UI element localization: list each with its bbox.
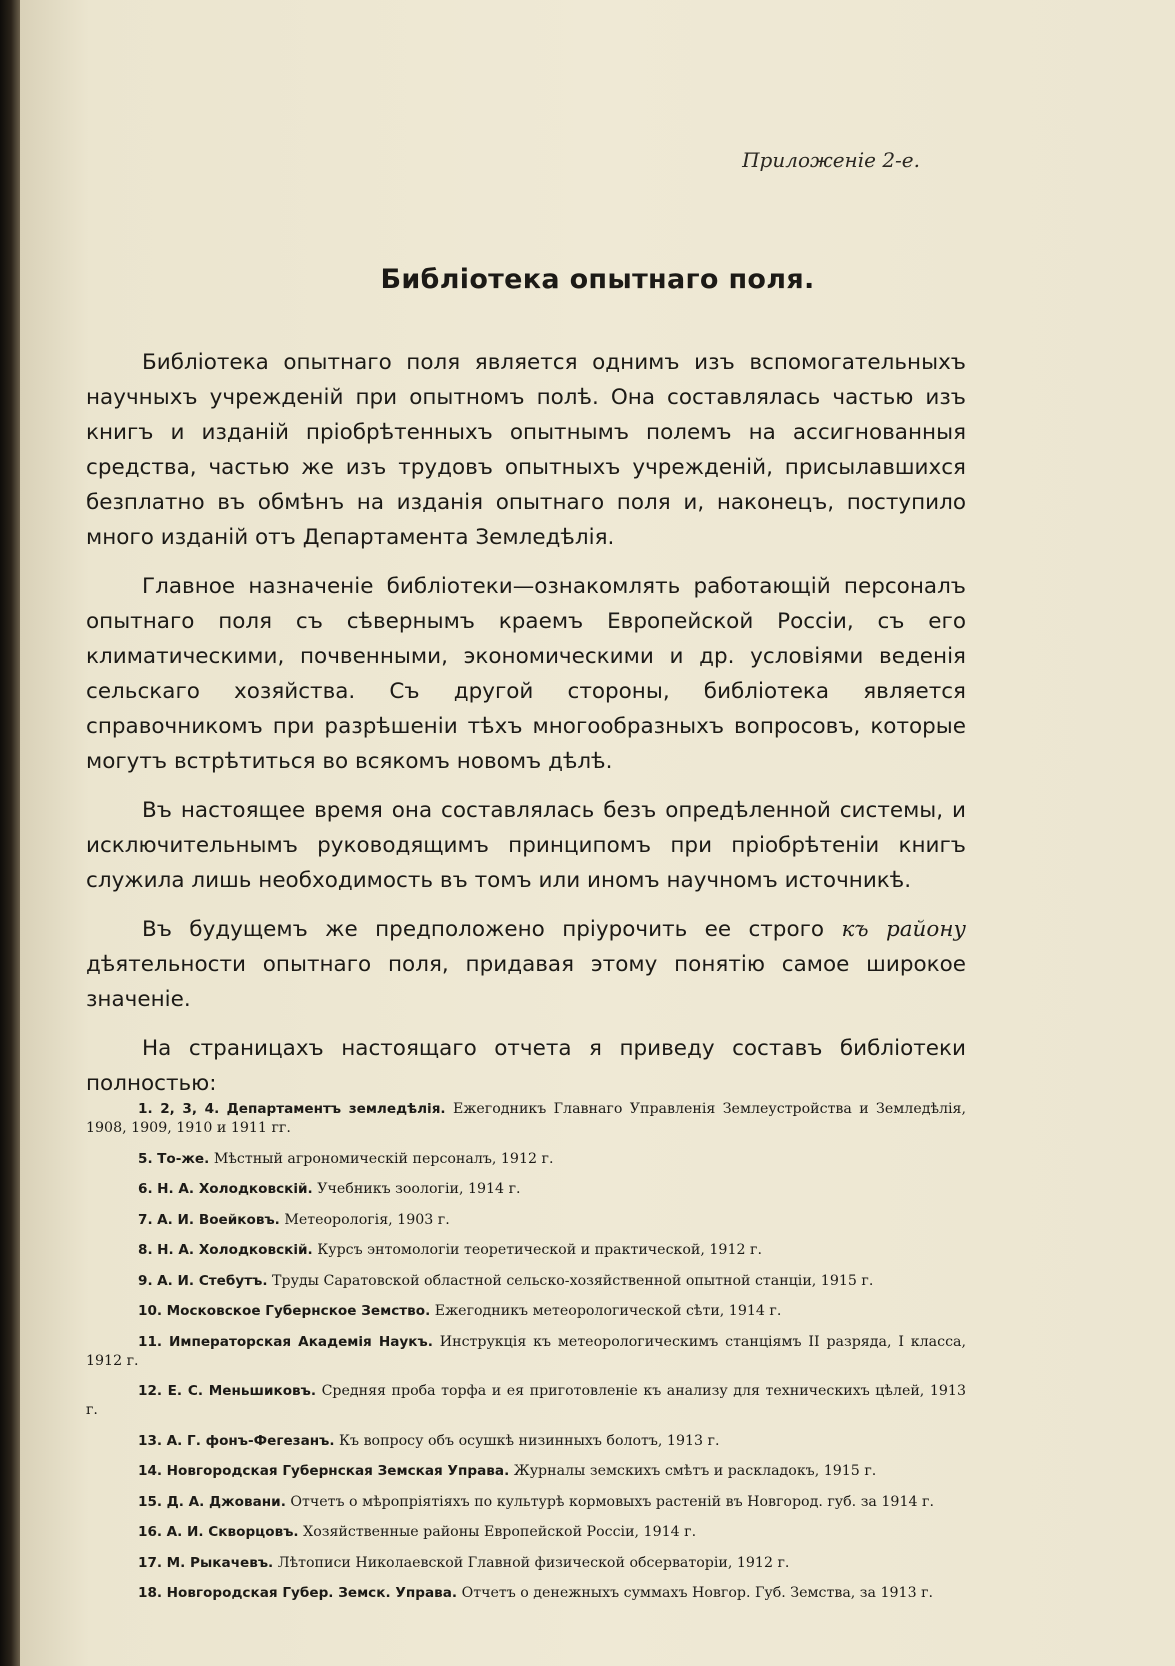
reference-number: 9. [138,1272,153,1289]
reference-item [86,1554,966,1573]
paragraph-1: Библiотека опытнаго поля является однимъ изъ вспомогательныхъ научныхъ учрежденiй при опытномъ полѣ. Она составлялась частью изъ книгъ и изданiй прiобрѣтенныхъ опытнымъ полемъ на ассигнованныя средства, частью же изъ трудовъ опытныхъ учрежденiй, присылавшихся безплатно въ обмѣнъ на изданiя опытнаго поля и, наконецъ, поступило много изданiй отъ Департамента Земледѣлiя. [86,350,966,550]
reference-author: А. И. Стебутъ. [157,1272,268,1289]
reference-number: 11. [138,1333,163,1350]
paragraph-4-emphasis: къ району [841,917,966,942]
reference-number: 15. [138,1493,163,1510]
appendix-label: Приложенiе 2-е. [742,148,920,172]
reference-number: 8. [138,1242,153,1258]
book-spine-shadow [0,0,20,1666]
reference-number: 10. [138,1303,163,1319]
reference-item [86,1180,966,1199]
reference-item [86,1382,966,1420]
reference-text: Отчетъ о денежныхъ суммахъ Новгор. Губ. Земства, за 1913 г. [461,1585,934,1601]
reference-item [86,1584,966,1603]
reference-number: 7. [138,1211,153,1228]
reference-author: Д. А. Джовани. [166,1493,286,1510]
reference-list [86,1100,966,1615]
paragraph-3: Въ настоящее время она составлялась безъ опредѣленной системы, и исключительнымъ руководящимъ принципомъ при прiобрѣтенiи книгъ служила лишь необходимость въ томъ или иномъ научномъ источникѣ. [86,798,966,893]
reference-number: 13. [138,1432,163,1449]
reference-number: 17. [138,1554,163,1571]
body-text [86,345,966,1115]
reference-item [86,1150,966,1169]
reference-text: Къ вопросу объ осушкѣ низинныхъ болотъ, 1913 г. [339,1432,720,1449]
reference-author: А. И. Скворцовъ. [166,1524,299,1540]
reference-author: Новгородская Губер. Земск. Управа. [166,1585,458,1601]
reference-author: Н. А. Холодковскiй. [157,1242,313,1258]
reference-item [86,1333,966,1371]
reference-author: Новгородская Губернская Земская Управа. [166,1463,510,1479]
reference-item [86,1100,966,1138]
reference-author: А. Г. фонъ-Фегезанъ. [166,1432,335,1449]
reference-author: То-же. [157,1150,210,1167]
reference-number: 18. [138,1585,163,1601]
reference-number: 14. [138,1463,163,1479]
reference-author: Н. А. Холодковскiй. [157,1181,313,1197]
reference-author: Императорская Академiя Наукъ. [168,1333,433,1350]
reference-text: Учебникъ зоологiи, 1914 г. [317,1181,521,1197]
reference-text: Метеорологiя, 1903 г. [284,1211,450,1228]
reference-number: 6. [138,1181,153,1197]
reference-item [86,1493,966,1512]
reference-author: А. И. Воейковъ. [157,1211,280,1228]
reference-item [86,1462,966,1481]
paragraph-4-text-a: Въ будущемъ же предположено прiурочить ее строго [142,917,842,942]
reference-text: Мѣстный агрономическiй персоналъ, 1912 г. [213,1150,554,1167]
reference-item [86,1432,966,1451]
reference-item [86,1523,966,1542]
reference-text: Журналы земскихъ смѣтъ и раскладокъ, 1915 г. [513,1463,877,1479]
page-title: Библiотека опытнаго поля. [380,264,815,295]
reference-author: Е. С. Меньшиковъ. [167,1383,317,1399]
reference-text: Курсъ энтомологiи теоретической и практической, 1912 г. [317,1242,762,1258]
reference-item [86,1272,966,1291]
reference-text: Лѣтописи Николаевской Главной физической обсерваторiи, 1912 г. [277,1554,790,1571]
paragraph-2: Главное назначенiе библiотеки—ознакомлять работающiй персоналъ опытнаго поля съ сѣвернымъ краемъ Европейской Россiи, съ его климатическими, почвенными, экономическими и др. условiями веденiя сельскаго хозяйства. Съ другой стороны, библiотека является справочникомъ при разрѣшенiи тѣхъ многообразныхъ вопросовъ, которые могутъ встрѣтиться во всякомъ новомъ дѣлѣ. [86,574,966,774]
reference-item [86,1241,966,1260]
reference-author: М. Рыкачевъ. [166,1554,274,1571]
reference-number: 1. 2, 3, 4. [138,1101,220,1117]
reference-item [86,1302,966,1321]
reference-number: 16. [138,1524,163,1540]
reference-text: Отчетъ о мѣропрiятiяхъ по культурѣ кормовыхъ растенiй въ Новгород. губ. за 1914 г. [290,1493,934,1510]
reference-text: Ежегодникъ метеорологической сѣти, 1914 г. [434,1303,782,1319]
reference-text: Средняя проба торфа и ея приготовленiе къ анализу для техническихъ цѣлей, 1913 г. [86,1383,966,1418]
reference-text: Инструкцiя къ метеорологическимъ станцiямъ II разряда, I класса, 1912 г. [86,1333,966,1369]
reference-number: 12. [138,1383,163,1399]
paragraph-4-text-b: дѣятельности опытнаго поля, придавая этому понятiю самое широкое значенiе. [86,952,966,1012]
reference-author: Департаментъ земледѣлiя. [226,1101,446,1117]
paragraph-5: На страницахъ настоящаго отчета я приведу составъ библiотеки полностью: [86,1036,966,1096]
reference-author: Московское Губернское Земство. [166,1303,431,1319]
reference-text: Хозяйственные районы Европейской Россiи, 1914 г. [303,1524,697,1540]
reference-number: 5. [138,1150,153,1167]
reference-text: Труды Саратовской областной сельско-хозяйственной опытной станцiи, 1915 г. [272,1272,874,1289]
paragraph-4 [86,912,966,1017]
reference-text: Ежегодникъ Главнаго Управленiя Землеустройства и Земледѣлiя, 1908, 1909, 1910 и 1911 гг. [86,1101,967,1136]
document-page [20,0,1175,1666]
reference-item [86,1211,966,1230]
